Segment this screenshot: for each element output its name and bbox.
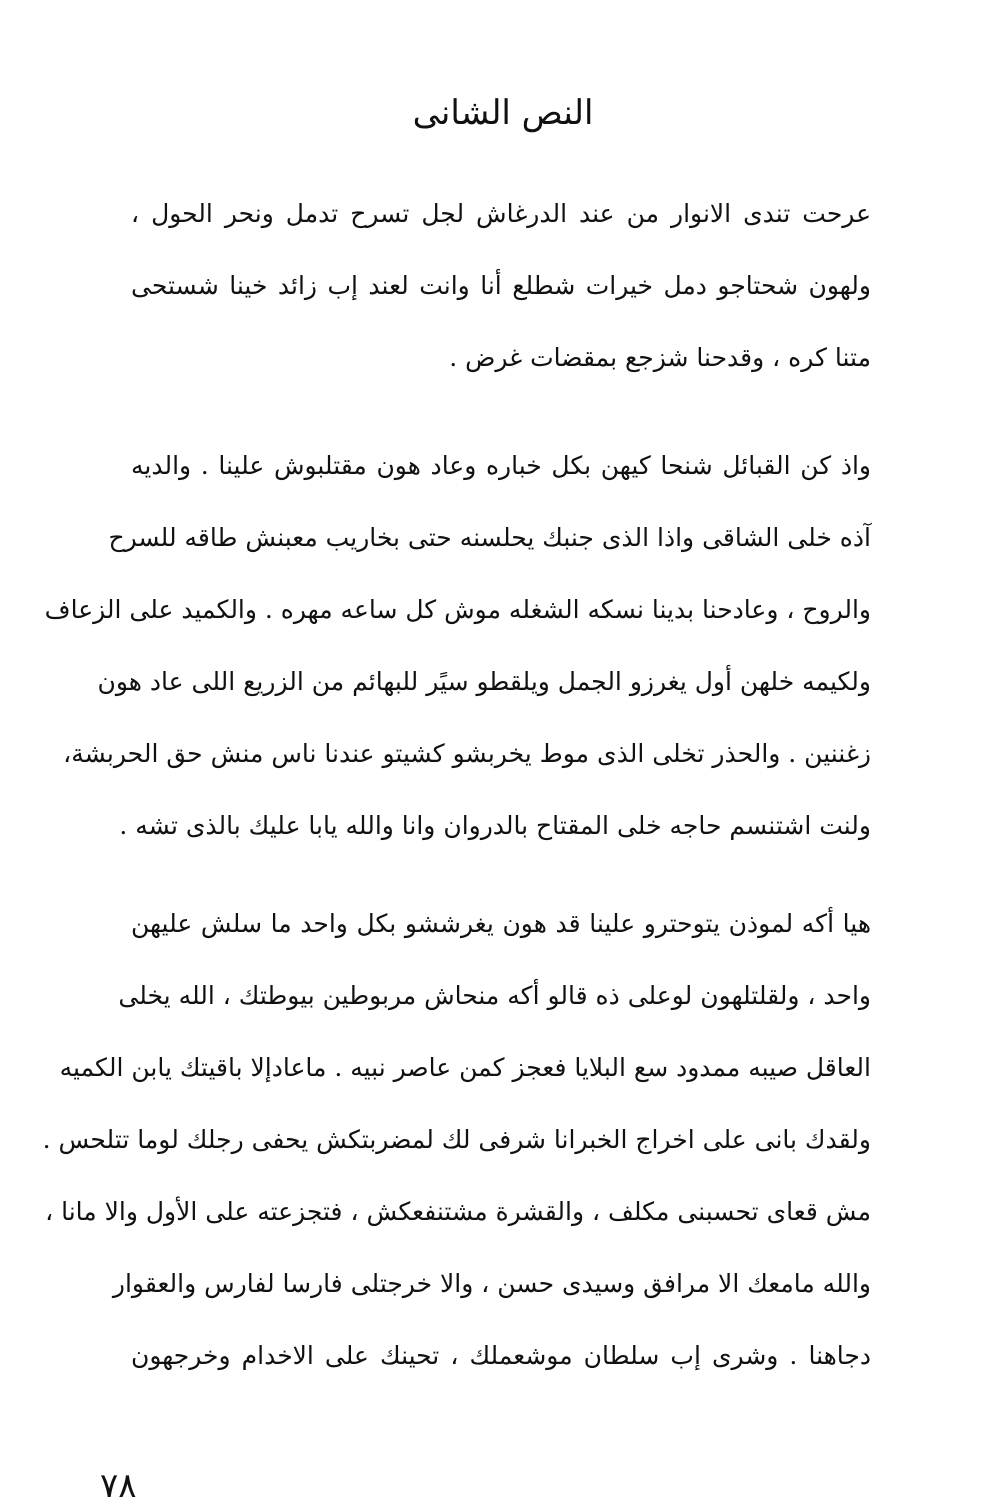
- text-line: ولقدك بانى على اخراج الخبرانا شرفى لك لمضربتكش يحفى رجلك لوما تتلحس .: [42, 1125, 871, 1154]
- text-line: زغننين . والحذر تخلى الذى موط يخربشو كشيتو عندنا ناس منش حق الحربشة،: [63, 739, 871, 768]
- text-line: عرحت تندى الانوار من عند الدرغاش لجل تسرح تدمل ونحر الحول ،: [131, 199, 871, 228]
- text-line: مش قعاى تحسبنى مكلف ، والقشرة مشتنفعكش ، فتجزعته على الأول والا مانا ،: [45, 1197, 871, 1226]
- text-line: دجاهنا . وشرى إب سلطان موشعملك ، تحينك على الاخدام وخرجهون: [131, 1341, 871, 1370]
- text-line: ولهون شحتاجو دمل خيرات شطلع أنا وانت لعند إب زائد خينا شستحى: [131, 271, 871, 300]
- text-line: ولنت اشتنسم حاجه خلى المقتاح بالدروان وانا والله يابا عليك بالذى تشه .: [119, 811, 871, 840]
- text-line: ولكيمه خلهن أول يغرزو الجمل ويلقطو سيًر للبهائم من الزريع اللى عاد هون: [97, 667, 871, 696]
- paragraph-2: [44, 430, 871, 862]
- text-line: والروح ، وعادحنا بدينا نسكه الشغله موش كل ساعه مهره . والكميد على الزعاف: [44, 595, 871, 624]
- text-line: متنا كره ، وقدحنا شزجع بمقضات غرض .: [449, 343, 871, 372]
- text-line: آذه خلى الشاقى واذا الذى جنبك يحلسنه حتى بخاريب معبنش طاقه للسرح: [108, 523, 871, 552]
- text-line: العاقل صيبه ممدود سع البلايا فعجز كمن عاصر نبيه . ماعادإلا باقيتك يابن الكميه: [59, 1053, 871, 1082]
- text-line: والله مامعك الا مرافق وسيدى حسن ، والا خرجتلى فارسا لفارس والعقوار: [112, 1269, 871, 1298]
- page-number: ٧٨: [100, 1466, 137, 1506]
- paragraph-3: [42, 888, 871, 1392]
- text-line: واذ كن القبائل شنحا كيهن بكل خباره وعاد هون مقتلبوش علينا . والديه: [131, 451, 871, 480]
- paragraph-1: [131, 178, 871, 394]
- page-title: النص الشانى: [412, 93, 594, 133]
- text-line: هيا أكه لموذن يتوحترو علينا قد هون يغرششو بكل واحد ما سلش عليهن: [131, 909, 871, 938]
- text-line: واحد ، ولقلتلهون لوعلى ذه قالو أكه منحاش مربوطين بيوطتك ، الله يخلى: [118, 981, 871, 1010]
